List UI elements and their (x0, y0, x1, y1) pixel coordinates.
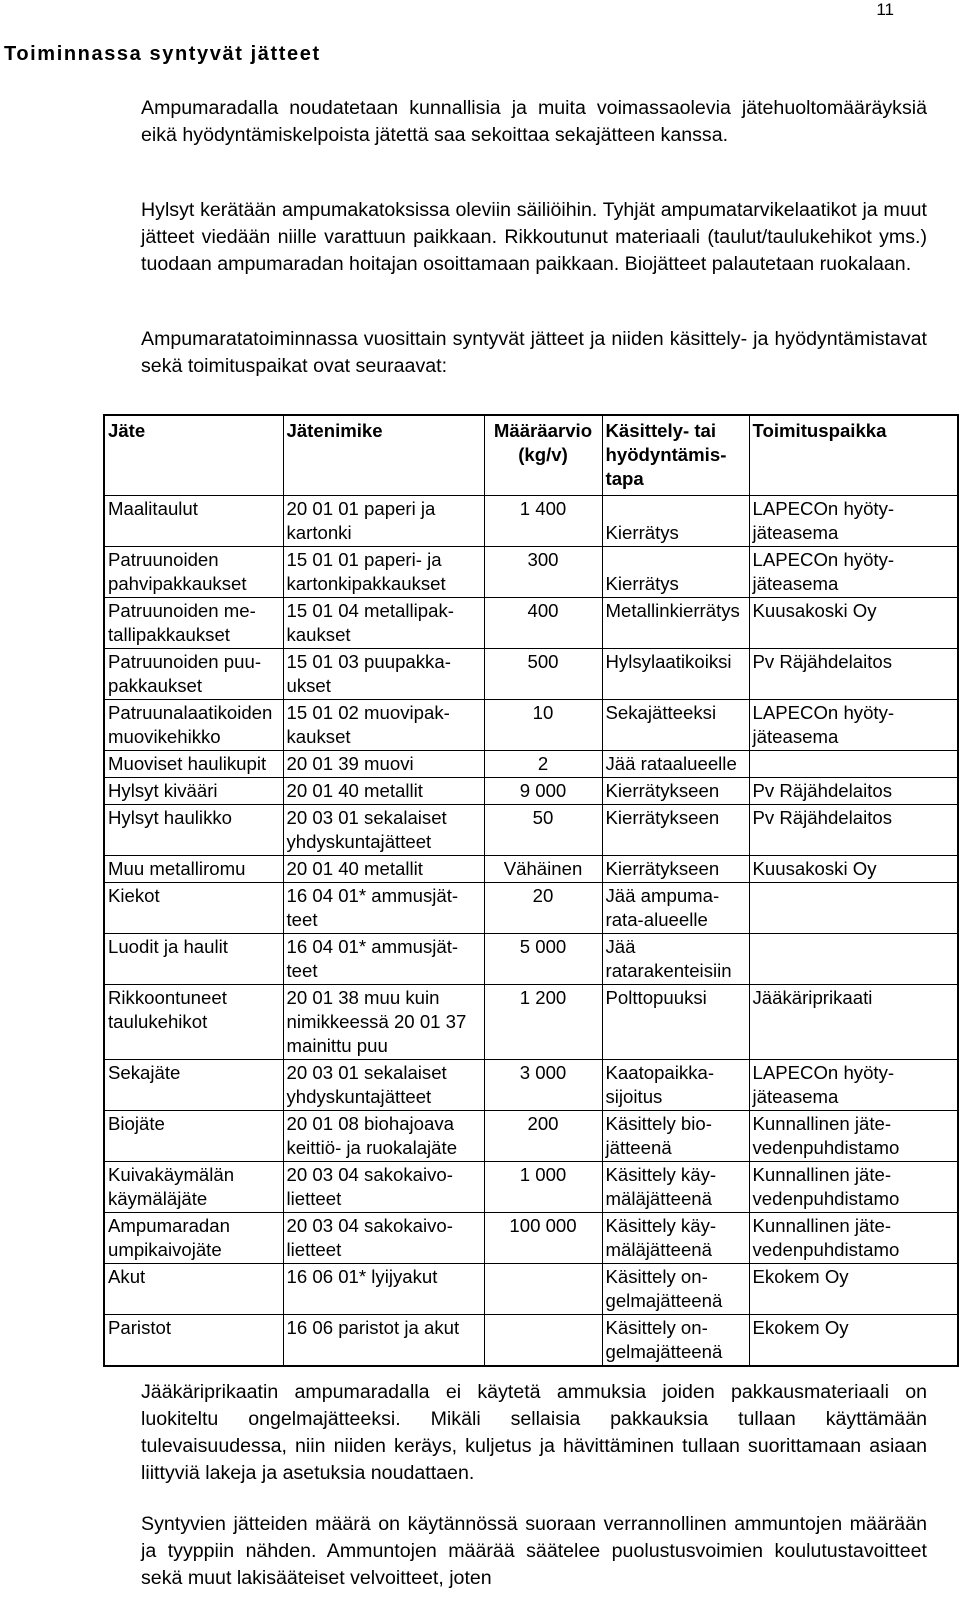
cell-destination: Pv Räjähdelaitos (749, 649, 958, 700)
cell-waste-code: 16 04 01* ammusjätteet (283, 934, 484, 985)
cell-handling: Kierrätys (602, 496, 749, 547)
cell-destination: LAPECOn hyötyjäteasema (749, 700, 958, 751)
cell-waste-code: 16 06 01* lyijyakut (283, 1264, 484, 1315)
cell-destination: Jääkäriprikaati (749, 985, 958, 1060)
cell-waste-code: 16 04 01* ammusjätteet (283, 883, 484, 934)
cell-waste: Rikkoontuneet taulukehikot (104, 985, 283, 1060)
cell-amount (484, 1315, 602, 1367)
cell-waste-code: 15 01 03 puupakkaukset (283, 649, 484, 700)
cell-handling: Kierrätykseen (602, 856, 749, 883)
cell-waste: Akut (104, 1264, 283, 1315)
cell-waste: Patruunoiden metallipakkaukset (104, 598, 283, 649)
cell-waste-code: 15 01 04 metallipakkaukset (283, 598, 484, 649)
cell-waste: Biojäte (104, 1111, 283, 1162)
page-number: 11 (876, 0, 894, 19)
cell-amount: 20 (484, 883, 602, 934)
cell-amount (484, 1264, 602, 1315)
cell-amount: 10 (484, 700, 602, 751)
paragraph-waste-regulations: Ampumaradalla noudatetaan kunnallisia ja muita voimassaolevia jätehuoltomääräyksiä eikä hyödyntämiskelpoista jätettä saa sekoittaa sekajätteen kanssa. (141, 97, 927, 146)
cell-handling: Jää rataalueelle (602, 751, 749, 778)
cell-handling: Käsittely biojätteenä (602, 1111, 749, 1162)
cell-destination: Kuusakoski Oy (749, 856, 958, 883)
table-row (104, 883, 958, 934)
cell-waste: Paristot (104, 1315, 283, 1367)
cell-handling: Sekajätteeksi (602, 700, 749, 751)
cell-amount: 1 200 (484, 985, 602, 1060)
cell-amount: 5 000 (484, 934, 602, 985)
cell-waste: Hylsyt kivääri (104, 778, 283, 805)
table-row (104, 598, 958, 649)
cell-waste: Kuivakäymälän käymäläjäte (104, 1162, 283, 1213)
cell-amount: 3 000 (484, 1060, 602, 1111)
paragraph-amount: Syntyvien jätteiden määrä on käytännössä suoraan verrannollinen ammuntojen määrään ja tyyppiin nähden. Ammuntojen määrää säätelee puolustusvoimien koulutustavoitteet sekä muut lakisääteiset velvoitteet, joten (141, 1513, 927, 1589)
cell-amount: 100 000 (484, 1213, 602, 1264)
table-row (104, 934, 958, 985)
cell-waste-code: 16 06 paristot ja akut (283, 1315, 484, 1367)
cell-amount: 9 000 (484, 778, 602, 805)
cell-destination: LAPECOn hyötyjäteasema (749, 547, 958, 598)
cell-destination: Ekokem Oy (749, 1264, 958, 1315)
table-row (104, 1264, 958, 1315)
cell-waste: Patruunoiden pahvipakkaukset (104, 547, 283, 598)
cell-handling: Kierrätykseen (602, 805, 749, 856)
cell-handling: Kierrätys (602, 547, 749, 598)
waste-table (103, 414, 959, 1367)
cell-destination: Pv Räjähdelaitos (749, 805, 958, 856)
cell-waste: Muoviset haulikupit (104, 751, 283, 778)
cell-amount: 50 (484, 805, 602, 856)
table-row (104, 1315, 958, 1367)
cell-waste-code: 20 03 01 sekalaiset yhdyskuntajätteet (283, 1060, 484, 1111)
cell-waste-code: 15 01 02 muovipakkaukset (283, 700, 484, 751)
cell-waste: Kiekot (104, 883, 283, 934)
column-header-handling: Käsittely- tai hyödyntämistapa (602, 415, 749, 496)
cell-waste-code: 20 01 38 muu kuin nimikkeessä 20 01 37 mainittu puu (283, 985, 484, 1060)
cell-waste-code: 20 03 04 sakokaivolietteet (283, 1213, 484, 1264)
cell-waste-code: 15 01 01 paperi- ja kartonkipakkaukset (283, 547, 484, 598)
cell-destination: Kunnallinen jätevedenpuhdistamo (749, 1111, 958, 1162)
cell-destination (749, 751, 958, 778)
cell-waste: Maalitaulut (104, 496, 283, 547)
cell-waste: Ampumaradan umpikaivojäte (104, 1213, 283, 1264)
cell-handling: Käsittely ongelmajätteenä (602, 1315, 749, 1367)
table-row (104, 1213, 958, 1264)
cell-waste: Luodit ja haulit (104, 934, 283, 985)
cell-destination: Pv Räjähdelaitos (749, 778, 958, 805)
cell-waste: Sekajäte (104, 1060, 283, 1111)
cell-waste-code: 20 01 01 paperi ja kartonki (283, 496, 484, 547)
cell-destination (749, 883, 958, 934)
cell-waste-code: 20 01 08 biohajoava keittiö- ja ruokalajäte (283, 1111, 484, 1162)
table-row (104, 496, 958, 547)
cell-amount: 500 (484, 649, 602, 700)
table-row (104, 547, 958, 598)
cell-handling: Polttopuuksi (602, 985, 749, 1060)
table-row (104, 1162, 958, 1213)
table-row (104, 1111, 958, 1162)
cell-waste-code: 20 01 39 muovi (283, 751, 484, 778)
cell-destination: Kuusakoski Oy (749, 598, 958, 649)
cell-amount: 1 400 (484, 496, 602, 547)
cell-handling: Käsittely käymäläjätteenä (602, 1162, 749, 1213)
cell-handling: Kaatopaikkasijoitus (602, 1060, 749, 1111)
cell-amount: Vähäinen (484, 856, 602, 883)
cell-handling: Metallinkierrätys (602, 598, 749, 649)
table-row (104, 700, 958, 751)
cell-handling: Käsittely ongelmajätteenä (602, 1264, 749, 1315)
paragraph-table-intro: Ampumaratatoiminnassa vuosittain syntyvät jätteet ja niiden käsittely- ja hyödyntämistavat sekä toimituspaikat ovat seuraavat: (141, 328, 927, 377)
table-row (104, 751, 958, 778)
cell-waste-code: 20 03 01 sekalaiset yhdyskuntajätteet (283, 805, 484, 856)
column-header-waste: Jäte (104, 415, 283, 496)
table-row (104, 649, 958, 700)
column-header-amount: Määräarvio (kg/v) (484, 415, 602, 496)
cell-waste: Hylsyt haulikko (104, 805, 283, 856)
cell-handling: Kierrätykseen (602, 778, 749, 805)
section-heading: Toiminnassa syntyvät jätteet (4, 43, 321, 65)
cell-destination: LAPECOn hyötyjäteasema (749, 496, 958, 547)
cell-waste-code: 20 01 40 metallit (283, 778, 484, 805)
cell-amount: 200 (484, 1111, 602, 1162)
cell-destination: LAPECOn hyötyjäteasema (749, 1060, 958, 1111)
cell-amount: 300 (484, 547, 602, 598)
cell-handling: Jää ratarakenteisiin (602, 934, 749, 985)
table-row (104, 805, 958, 856)
table-row (104, 985, 958, 1060)
cell-amount: 1 000 (484, 1162, 602, 1213)
cell-handling: Hylsylaatikoiksi (602, 649, 749, 700)
cell-waste: Patruunalaatikoiden muovikehikko (104, 700, 283, 751)
cell-handling: Jää ampumarata-alueelle (602, 883, 749, 934)
cell-waste: Muu metalliromu (104, 856, 283, 883)
table-body (104, 496, 958, 1367)
paragraph-packaging: Jääkäriprikaatin ampumaradalla ei käytetä ammuksia joiden pakkausmateriaali on luokiteltu ongelmajätteeksi. Mikäli sellaisia pakkauksia tullaan käyttämään tulevaisuudessa, niin niiden keräys, kuljetus ja hävittäminen tullaan suorittamaan asiaan liittyviä lakeja ja asetuksia noudattaen. (141, 1381, 927, 1484)
cell-destination: Kunnallinen jätevedenpuhdistamo (749, 1162, 958, 1213)
column-header-waste-code: Jätenimike (283, 415, 484, 496)
table-row (104, 1060, 958, 1111)
cell-destination: Kunnallinen jätevedenpuhdistamo (749, 1213, 958, 1264)
table-row (104, 778, 958, 805)
cell-waste: Patruunoiden puupakkaukset (104, 649, 283, 700)
cell-amount: 400 (484, 598, 602, 649)
table-row (104, 856, 958, 883)
cell-handling: Käsittely käymäläjätteenä (602, 1213, 749, 1264)
table-header-row (104, 415, 958, 496)
cell-waste-code: 20 01 40 metallit (283, 856, 484, 883)
column-header-destination: Toimituspaikka (749, 415, 958, 496)
cell-amount: 2 (484, 751, 602, 778)
cell-destination (749, 934, 958, 985)
cell-waste-code: 20 03 04 sakokaivolietteet (283, 1162, 484, 1213)
cell-destination: Ekokem Oy (749, 1315, 958, 1367)
paragraph-collection: Hylsyt kerätään ampumakatoksissa oleviin säiliöihin. Tyhjät ampumatarvikelaatikot ja muut jätteet viedään niille varattuun paikkaan. Rikkoutunut materiaali (taulut/taulukehikot yms.) tuodaan ampumaradan hoitajan osoittamaan paikkaan. Biojätteet palautetaan ruokalaan. (141, 199, 927, 275)
